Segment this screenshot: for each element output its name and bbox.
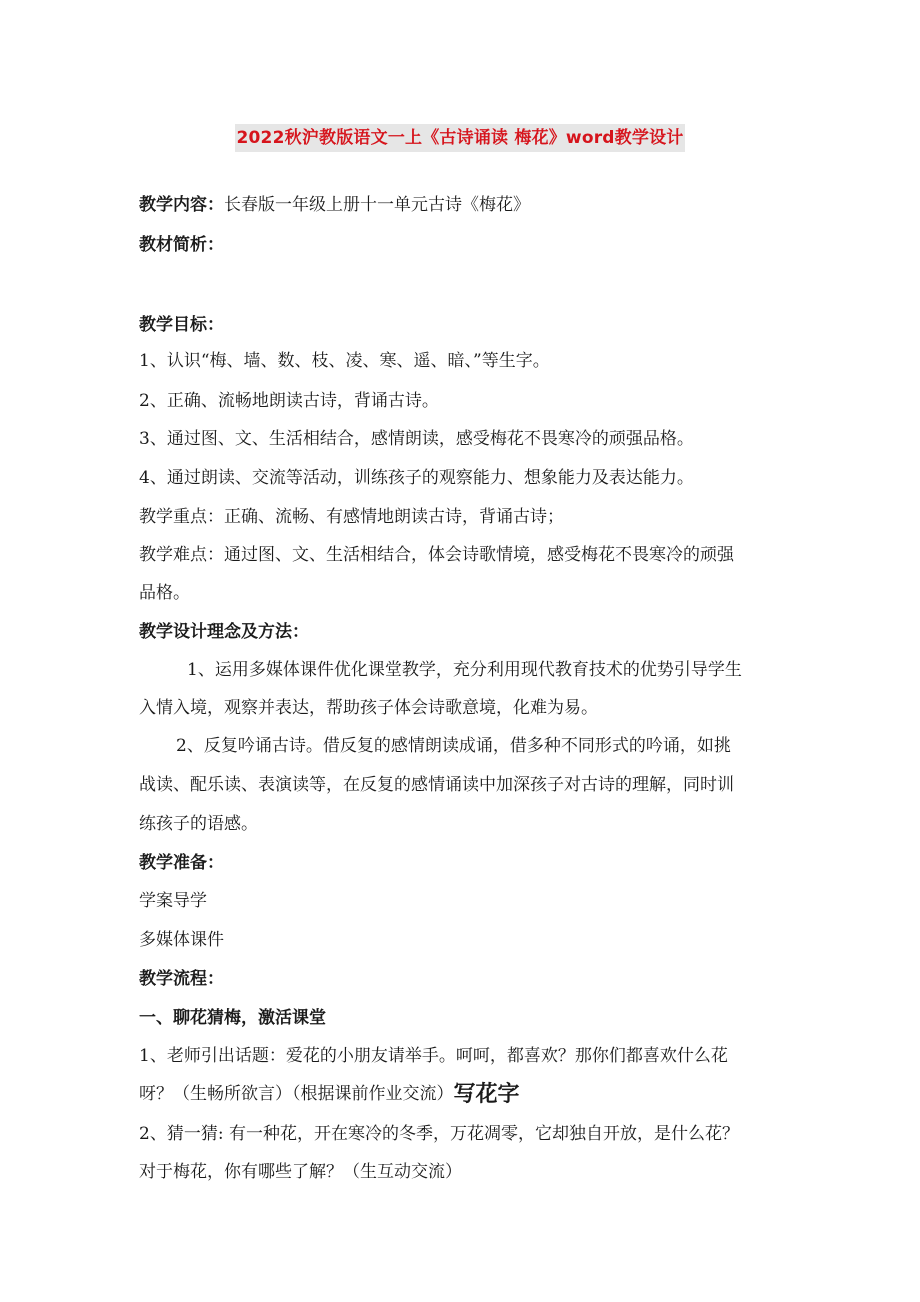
analysis-label: 教材简析：	[139, 235, 224, 255]
goal-item-2: 2、正确、流畅地朗读古诗，背诵古诗。	[139, 391, 439, 411]
process-s1-2-line-2: 对于梅花，你有哪些了解？（生互动交流）	[139, 1162, 462, 1182]
goal-item-4: 4、通过朗读、交流等活动，训练孩子的观察能力、想象能力及表达能力。	[139, 468, 694, 488]
process-s1-1-line-1: 1、老师引出话题：爱花的小朋友请举手。呵呵，都喜欢？那你们都喜欢什么花	[139, 1046, 728, 1066]
design-p1-line-1: 1、运用多媒体课件优化课堂教学，充分利用现代教育技术的优势引导学生	[187, 660, 742, 680]
design-p2-line-2: 战读、配乐读、表演读等，在反复的感情诵读中加深孩子对古诗的理解，同时训	[139, 775, 734, 795]
content-value: 长春版一年级上册十一单元古诗《梅花》	[224, 195, 530, 215]
prep-item-1: 学案导学	[139, 891, 207, 911]
goal-item-1: 1、认识“梅、墙、数、枝、凌、寒、遥、暗、”等生字。	[139, 351, 550, 371]
design-p1-line-2: 入情入境，观察并表达，帮助孩子体会诗歌意境，化难为易。	[139, 698, 598, 718]
content-line	[139, 193, 530, 217]
prep-item-2: 多媒体课件	[139, 930, 224, 950]
difficulty-line-1: 教学难点：通过图、文、生活相结合，体会诗歌情境，感受梅花不畏寒冷的顽强	[139, 545, 734, 565]
process-s1-1-line-2	[139, 1082, 520, 1107]
process-s1-1-text: 呀？（生畅所欲言）（根据课前作业交流）	[139, 1084, 454, 1104]
key-point: 教学重点：正确、流畅、有感情地朗读古诗，背诵古诗；	[139, 507, 564, 527]
process-label: 教学流程：	[139, 969, 224, 989]
design-p2-line-1: 2、反复吟诵古诗。借反复的感情朗读成诵，借多种不同形式的吟诵，如挑	[176, 736, 731, 756]
goal-item-3: 3、通过图、文、生活相结合，感情朗读，感受梅花不畏寒冷的顽强品格。	[139, 429, 694, 449]
content-label: 教学内容：	[139, 195, 224, 215]
process-s1-1-large: 写花字	[453, 1082, 520, 1107]
title-wrap	[0, 124, 920, 152]
process-s1-2-line-1: 2、猜一猜: 有一种花，开在寒冷的冬季，万花凋零，它却独自开放，是什么花？	[139, 1124, 739, 1144]
design-label: 教学设计理念及方法：	[139, 622, 309, 642]
prep-label: 教学准备：	[139, 853, 224, 873]
goals-label: 教学目标：	[139, 315, 224, 335]
process-section-1: 一、聊花猜梅，激活课堂	[139, 1008, 326, 1028]
document-title: 2022秋沪教版语文一上《古诗诵读 梅花》word教学设计	[235, 124, 686, 152]
design-p2-line-3: 练孩子的语感。	[139, 814, 258, 834]
difficulty-line-2: 品格。	[139, 583, 190, 603]
